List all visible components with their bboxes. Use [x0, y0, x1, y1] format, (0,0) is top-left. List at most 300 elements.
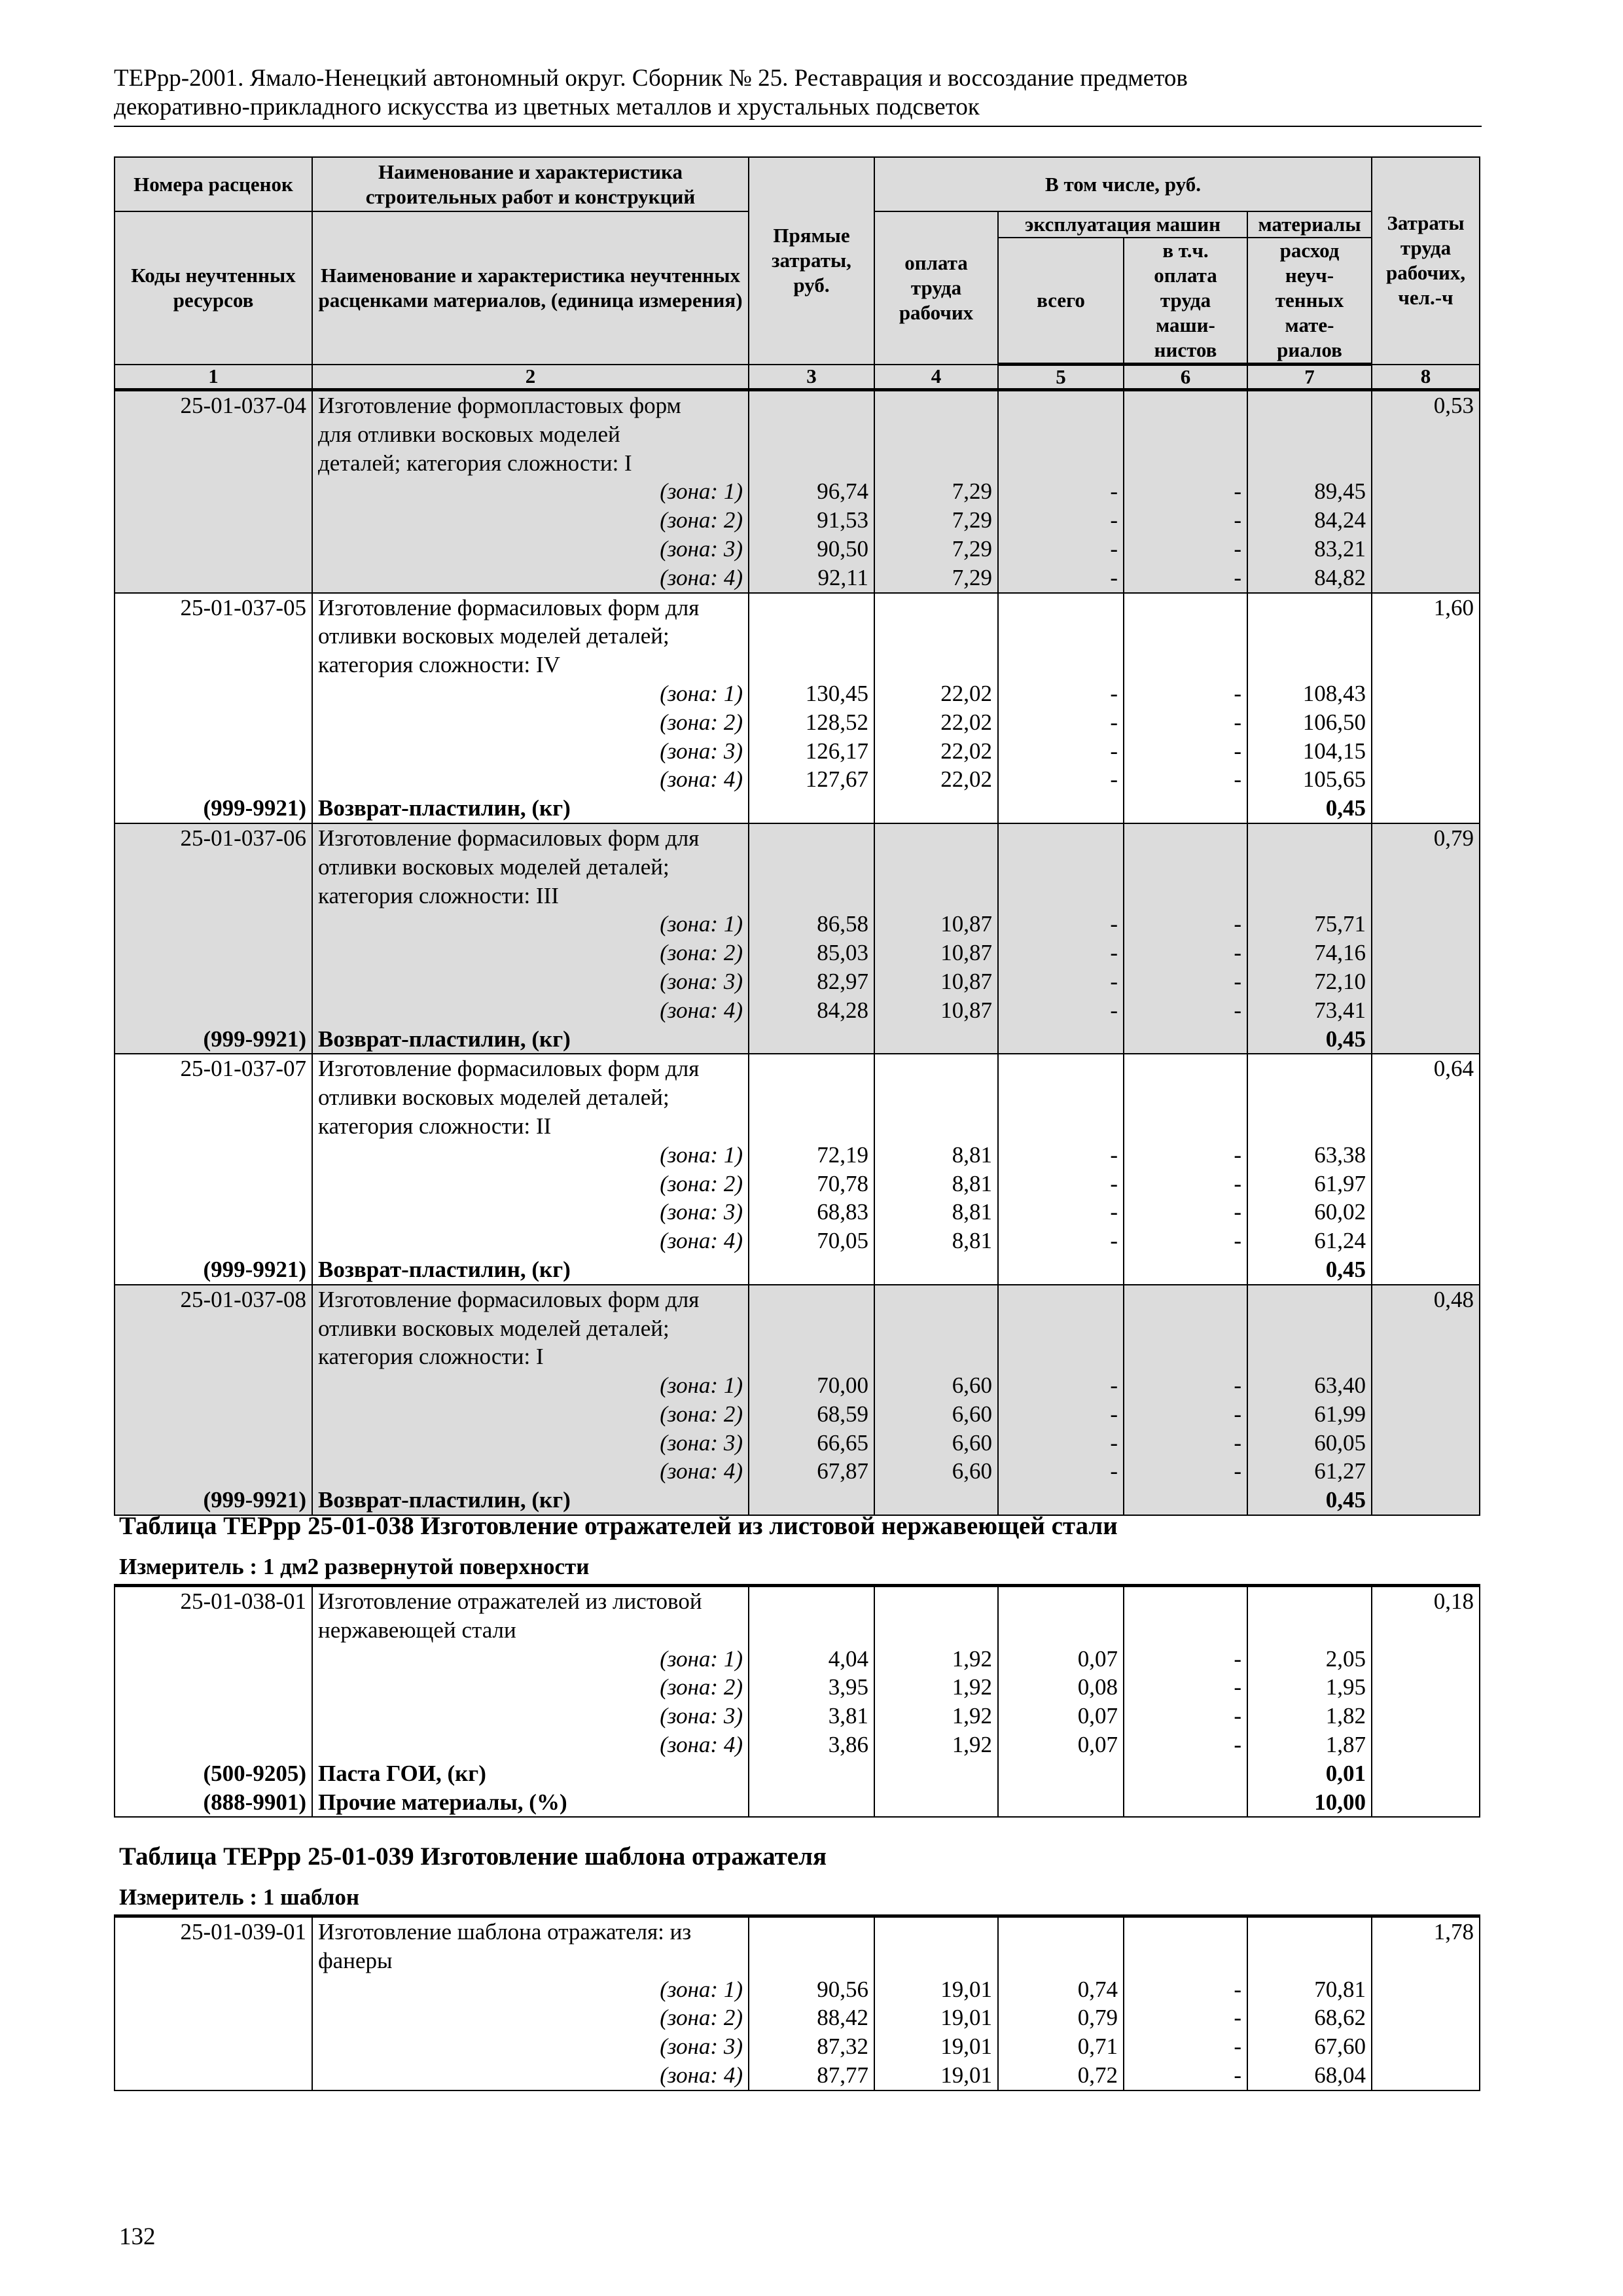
machines-total: - — [998, 939, 1124, 967]
worker-pay: 22,02 — [874, 679, 998, 708]
empty-cell — [998, 1054, 1124, 1083]
empty-cell — [749, 420, 874, 449]
empty-cell — [115, 477, 312, 506]
rate-description-row — [115, 1586, 1480, 1616]
empty-cell — [998, 420, 1124, 449]
zone-row — [115, 564, 1480, 593]
materials-cost: 83,21 — [1247, 535, 1372, 564]
empty-cell — [1372, 564, 1480, 593]
rate-code — [115, 882, 312, 910]
empty-cell — [998, 1255, 1124, 1285]
empty-cell — [749, 1759, 874, 1788]
empty-cell — [1372, 939, 1480, 967]
empty-cell — [1372, 1170, 1480, 1198]
empty-cell — [998, 1759, 1124, 1788]
machinist-pay: - — [1124, 1429, 1247, 1458]
zone-row — [115, 1141, 1480, 1170]
zone-row — [115, 1227, 1480, 1255]
machinist-pay: - — [1124, 477, 1247, 506]
empty-cell — [874, 853, 998, 882]
direct-cost: 3,81 — [749, 1702, 874, 1731]
rate-code — [115, 1112, 312, 1141]
resource-row — [115, 1788, 1480, 1818]
machines-total: - — [998, 1198, 1124, 1227]
rate-code — [115, 1314, 312, 1343]
empty-cell — [1372, 2032, 1480, 2061]
worker-pay: 22,02 — [874, 708, 998, 737]
resource-code: (500-9205) — [115, 1759, 312, 1788]
direct-cost: 67,87 — [749, 1457, 874, 1486]
empty-cell — [998, 1586, 1124, 1616]
zone-label: (зона: 1) — [312, 1141, 749, 1170]
worker-pay: 19,01 — [874, 2003, 998, 2032]
empty-cell — [998, 853, 1124, 882]
col-number-5: 5 — [998, 365, 1124, 390]
resource-code: (999-9921) — [115, 1486, 312, 1515]
empty-cell — [1124, 1314, 1247, 1343]
worker-pay: 22,02 — [874, 737, 998, 766]
zone-label: (зона: 2) — [312, 1673, 749, 1702]
machinist-pay: - — [1124, 1141, 1247, 1170]
empty-cell — [1247, 853, 1372, 882]
empty-cell — [115, 1645, 312, 1674]
rate-description-row — [115, 622, 1480, 651]
resource-row — [115, 794, 1480, 823]
empty-cell — [115, 708, 312, 737]
materials-cost: 67,60 — [1247, 2032, 1372, 2061]
zone-row — [115, 1457, 1480, 1486]
empty-cell — [115, 1975, 312, 2004]
empty-cell — [1372, 1486, 1480, 1515]
empty-cell — [1372, 996, 1480, 1025]
running-header-line-2: декоративно-прикладного искусства из цветных металлов и хрустальных подсветок — [114, 94, 980, 120]
empty-cell — [749, 853, 874, 882]
empty-cell — [1372, 2003, 1480, 2032]
empty-cell — [749, 651, 874, 679]
empty-cell — [874, 420, 998, 449]
empty-cell — [874, 1486, 998, 1515]
empty-cell — [998, 1285, 1124, 1314]
zone-row — [115, 506, 1480, 535]
direct-cost: 70,05 — [749, 1227, 874, 1255]
empty-cell — [1124, 390, 1247, 420]
resource-code: (999-9921) — [115, 794, 312, 823]
empty-cell — [1372, 1141, 1480, 1170]
empty-cell — [998, 1946, 1124, 1975]
labor-cost: 1,78 — [1372, 1916, 1480, 1946]
empty-cell — [874, 1916, 998, 1946]
header-resource-codes: Коды неучтенных ресурсов — [115, 211, 312, 365]
materials-cost: 60,05 — [1247, 1429, 1372, 1458]
direct-cost: 68,59 — [749, 1400, 874, 1429]
zone-row — [115, 967, 1480, 996]
materials-cost: 89,45 — [1247, 477, 1372, 506]
empty-cell — [115, 2032, 312, 2061]
machines-total: - — [998, 1371, 1124, 1400]
resource-name: Паста ГОИ, (кг) — [312, 1759, 749, 1788]
rate-description-row — [115, 823, 1480, 853]
empty-cell — [1124, 823, 1247, 853]
empty-cell — [998, 1916, 1124, 1946]
rate-description-row — [115, 390, 1480, 420]
zone-row — [115, 1170, 1480, 1198]
empty-cell — [749, 1486, 874, 1515]
labor-cost — [1372, 1342, 1480, 1371]
rate-code — [115, 420, 312, 449]
direct-cost: 91,53 — [749, 506, 874, 535]
labor-cost — [1372, 449, 1480, 478]
empty-cell — [1372, 1400, 1480, 1429]
labor-cost — [1372, 420, 1480, 449]
zone-label: (зона: 2) — [312, 1400, 749, 1429]
rate-code: 25-01-037-07 — [115, 1054, 312, 1083]
direct-cost: 84,28 — [749, 996, 874, 1025]
empty-cell — [1247, 1616, 1372, 1645]
empty-cell — [1372, 1731, 1480, 1759]
empty-cell — [1124, 1916, 1247, 1946]
empty-cell — [874, 1255, 998, 1285]
resource-quantity: 0,45 — [1247, 1486, 1372, 1515]
machinist-pay: - — [1124, 1975, 1247, 2004]
worker-pay: 6,60 — [874, 1400, 998, 1429]
materials-cost: 105,65 — [1247, 765, 1372, 794]
resource-quantity: 0,45 — [1247, 794, 1372, 823]
empty-cell — [874, 1788, 998, 1818]
empty-cell — [115, 1429, 312, 1458]
worker-pay: 7,29 — [874, 477, 998, 506]
empty-cell — [115, 1673, 312, 1702]
zone-label: (зона: 4) — [312, 765, 749, 794]
empty-cell — [874, 1112, 998, 1141]
empty-cell — [749, 1616, 874, 1645]
empty-cell — [1247, 1946, 1372, 1975]
empty-cell — [749, 1054, 874, 1083]
machines-total: - — [998, 1170, 1124, 1198]
empty-cell — [1124, 1054, 1247, 1083]
zone-row — [115, 2061, 1480, 2090]
empty-cell — [874, 1314, 998, 1343]
worker-pay: 6,60 — [874, 1429, 998, 1458]
empty-cell — [1124, 593, 1247, 622]
empty-cell — [1247, 593, 1372, 622]
rate-description: отливки восковых моделей деталей; — [312, 1314, 749, 1343]
empty-cell — [115, 1227, 312, 1255]
empty-cell — [1372, 794, 1480, 823]
materials-cost: 72,10 — [1247, 967, 1372, 996]
empty-cell — [1124, 794, 1247, 823]
rate-description-row — [115, 420, 1480, 449]
col-number-8: 8 — [1372, 365, 1480, 390]
labor-cost: 0,53 — [1372, 390, 1480, 420]
rate-description: для отливки восковых моделей — [312, 420, 749, 449]
zone-row — [115, 1400, 1480, 1429]
labor-cost — [1372, 1112, 1480, 1141]
zone-row — [115, 1429, 1480, 1458]
direct-cost: 68,83 — [749, 1198, 874, 1227]
labor-cost — [1372, 853, 1480, 882]
rate-code — [115, 622, 312, 651]
labor-cost: 0,18 — [1372, 1586, 1480, 1616]
materials-cost: 68,04 — [1247, 2061, 1372, 2090]
empty-cell — [1124, 1025, 1247, 1054]
empty-cell — [1247, 1916, 1372, 1946]
machinist-pay: - — [1124, 1702, 1247, 1731]
zone-row — [115, 1702, 1480, 1731]
direct-cost: 72,19 — [749, 1141, 874, 1170]
zone-label: (зона: 3) — [312, 535, 749, 564]
empty-cell — [1372, 1198, 1480, 1227]
empty-cell — [1372, 477, 1480, 506]
worker-pay: 19,01 — [874, 2032, 998, 2061]
empty-cell — [1124, 1083, 1247, 1112]
empty-cell — [115, 765, 312, 794]
resource-quantity: 0,45 — [1247, 1255, 1372, 1285]
direct-cost: 3,95 — [749, 1673, 874, 1702]
materials-cost: 70,81 — [1247, 1975, 1372, 2004]
machines-total: - — [998, 1400, 1124, 1429]
rate-description-row — [115, 1112, 1480, 1141]
rate-description-row — [115, 882, 1480, 910]
machines-total: - — [998, 708, 1124, 737]
empty-cell — [115, 1702, 312, 1731]
machinist-pay: - — [1124, 506, 1247, 535]
empty-cell — [998, 1486, 1124, 1515]
zone-label: (зона: 4) — [312, 996, 749, 1025]
machinist-pay: - — [1124, 1645, 1247, 1674]
empty-cell — [998, 449, 1124, 478]
empty-cell — [1124, 1946, 1247, 1975]
empty-cell — [998, 882, 1124, 910]
empty-cell — [998, 794, 1124, 823]
rate-description: Изготовление формасиловых форм для — [312, 823, 749, 853]
machines-total: - — [998, 564, 1124, 593]
machinist-pay: - — [1124, 996, 1247, 1025]
direct-cost: 90,50 — [749, 535, 874, 564]
zone-row — [115, 2003, 1480, 2032]
direct-cost: 92,11 — [749, 564, 874, 593]
header-machinist-pay: в т.ч. оплата труда маши-нистов — [1124, 238, 1247, 365]
empty-cell — [1124, 420, 1247, 449]
zone-row — [115, 737, 1480, 766]
rate-code: 25-01-037-06 — [115, 823, 312, 853]
empty-cell — [749, 593, 874, 622]
empty-cell — [998, 1025, 1124, 1054]
empty-cell — [115, 1141, 312, 1170]
zone-label: (зона: 3) — [312, 2032, 749, 2061]
zone-label: (зона: 3) — [312, 1702, 749, 1731]
materials-cost: 74,16 — [1247, 939, 1372, 967]
machines-total: - — [998, 765, 1124, 794]
machines-total: - — [998, 1429, 1124, 1458]
rate-description-row — [115, 1946, 1480, 1975]
zone-label: (зона: 4) — [312, 564, 749, 593]
zone-label: (зона: 2) — [312, 1170, 749, 1198]
worker-pay: 7,29 — [874, 535, 998, 564]
resource-row — [115, 1255, 1480, 1285]
empty-cell — [115, 2003, 312, 2032]
empty-cell — [1247, 390, 1372, 420]
materials-cost: 61,97 — [1247, 1170, 1372, 1198]
table-038-meter: Измеритель : 1 дм2 развернутой поверхности — [119, 1554, 590, 1579]
zone-row — [115, 1673, 1480, 1702]
running-header-line-1: ТЕРрр-2001. Ямало-Ненецкий автономный округ. Сборник № 25. Реставрация и воссоздание предметов — [114, 65, 1188, 92]
worker-pay: 1,92 — [874, 1731, 998, 1759]
materials-cost: 84,24 — [1247, 506, 1372, 535]
col-number-3: 3 — [749, 365, 874, 390]
zone-label: (зона: 3) — [312, 1198, 749, 1227]
empty-cell — [1372, 1702, 1480, 1731]
direct-cost: 127,67 — [749, 765, 874, 794]
rate-description: категория сложности: IV — [312, 651, 749, 679]
empty-cell — [1124, 882, 1247, 910]
machines-total: 0,07 — [998, 1731, 1124, 1759]
zone-label: (зона: 1) — [312, 1371, 749, 1400]
direct-cost: 86,58 — [749, 910, 874, 939]
worker-pay: 10,87 — [874, 910, 998, 939]
labor-cost — [1372, 1946, 1480, 1975]
zone-row — [115, 535, 1480, 564]
rate-description-row — [115, 1314, 1480, 1343]
rate-description: отливки восковых моделей деталей; — [312, 853, 749, 882]
materials-cost: 60,02 — [1247, 1198, 1372, 1227]
empty-cell — [749, 1285, 874, 1314]
resource-quantity: 0,45 — [1247, 1025, 1372, 1054]
empty-cell — [1247, 1285, 1372, 1314]
materials-cost: 63,38 — [1247, 1141, 1372, 1170]
materials-cost: 1,82 — [1247, 1702, 1372, 1731]
zone-row — [115, 939, 1480, 967]
empty-cell — [115, 737, 312, 766]
empty-cell — [1372, 1673, 1480, 1702]
worker-pay: 10,87 — [874, 967, 998, 996]
direct-cost: 128,52 — [749, 708, 874, 737]
rate-description-row — [115, 1054, 1480, 1083]
rate-description: Изготовление формасиловых форм для — [312, 1285, 749, 1314]
machinist-pay: - — [1124, 1400, 1247, 1429]
header-machine-operation: эксплуатация машин — [998, 211, 1247, 238]
empty-cell — [1372, 1645, 1480, 1674]
zone-label: (зона: 2) — [312, 708, 749, 737]
materials-cost: 73,41 — [1247, 996, 1372, 1025]
resource-name: Возврат-пластилин, (кг) — [312, 794, 749, 823]
worker-pay: 1,92 — [874, 1645, 998, 1674]
machines-total: - — [998, 679, 1124, 708]
empty-cell — [998, 390, 1124, 420]
zone-label: (зона: 3) — [312, 1429, 749, 1458]
empty-cell — [1124, 1285, 1247, 1314]
empty-cell — [749, 390, 874, 420]
worker-pay: 8,81 — [874, 1141, 998, 1170]
rate-code: 25-01-037-05 — [115, 593, 312, 622]
empty-cell — [1124, 449, 1247, 478]
direct-cost: 66,65 — [749, 1429, 874, 1458]
header-including: В том числе, руб. — [874, 157, 1372, 211]
machinist-pay: - — [1124, 2003, 1247, 2032]
worker-pay: 7,29 — [874, 564, 998, 593]
empty-cell — [749, 1314, 874, 1343]
zone-row — [115, 679, 1480, 708]
empty-cell — [115, 564, 312, 593]
empty-cell — [998, 622, 1124, 651]
materials-cost: 61,99 — [1247, 1400, 1372, 1429]
materials-cost: 1,87 — [1247, 1731, 1372, 1759]
header-worker-pay: оплата труда рабочих — [874, 211, 998, 365]
rate-description: Изготовление формасиловых форм для — [312, 1054, 749, 1083]
materials-cost: 104,15 — [1247, 737, 1372, 766]
empty-cell — [998, 823, 1124, 853]
rate-description: Изготовление отражателей из листовой — [312, 1586, 749, 1616]
header-rule — [114, 126, 1482, 127]
rate-description: Изготовление формопластовых форм — [312, 390, 749, 420]
rate-description: Изготовление шаблона отражателя: из — [312, 1916, 749, 1946]
empty-cell — [1124, 853, 1247, 882]
labor-cost: 1,60 — [1372, 593, 1480, 622]
empty-cell — [1124, 1759, 1247, 1788]
empty-cell — [115, 1170, 312, 1198]
machines-total: 0,08 — [998, 1673, 1124, 1702]
empty-cell — [998, 1616, 1124, 1645]
rate-description-row — [115, 651, 1480, 679]
empty-cell — [749, 1946, 874, 1975]
worker-pay: 8,81 — [874, 1198, 998, 1227]
empty-cell — [874, 390, 998, 420]
machines-total: - — [998, 967, 1124, 996]
header-machines-total: всего — [998, 238, 1124, 365]
machinist-pay: - — [1124, 737, 1247, 766]
empty-cell — [115, 2061, 312, 2090]
rate-description-row — [115, 1916, 1480, 1946]
worker-pay: 10,87 — [874, 996, 998, 1025]
rate-description-row — [115, 1083, 1480, 1112]
resource-row — [115, 1759, 1480, 1788]
labor-cost — [1372, 1616, 1480, 1645]
empty-cell — [998, 1314, 1124, 1343]
table-039-title: Таблица ТЕРрр 25-01-039 Изготовление шаблона отражателя — [119, 1842, 827, 1871]
labor-cost — [1372, 1314, 1480, 1343]
rate-code — [115, 1946, 312, 1975]
empty-cell — [1372, 967, 1480, 996]
empty-cell — [1372, 737, 1480, 766]
empty-cell — [115, 1198, 312, 1227]
machinist-pay: - — [1124, 1198, 1247, 1227]
empty-cell — [115, 1731, 312, 1759]
machinist-pay: - — [1124, 708, 1247, 737]
zone-row — [115, 996, 1480, 1025]
header-rate-numbers: Номера расценок — [115, 157, 312, 211]
empty-cell — [749, 1342, 874, 1371]
zone-row — [115, 910, 1480, 939]
machines-total: 0,79 — [998, 2003, 1124, 2032]
direct-cost: 87,77 — [749, 2061, 874, 2090]
labor-cost: 0,79 — [1372, 823, 1480, 853]
empty-cell — [1247, 882, 1372, 910]
col-number-4: 4 — [874, 365, 998, 390]
materials-cost: 61,27 — [1247, 1457, 1372, 1486]
empty-cell — [1124, 1788, 1247, 1818]
zone-label: (зона: 1) — [312, 1645, 749, 1674]
empty-cell — [1247, 1112, 1372, 1141]
empty-cell — [874, 1054, 998, 1083]
col-number-2: 2 — [312, 365, 749, 390]
materials-cost: 106,50 — [1247, 708, 1372, 737]
zone-row — [115, 2032, 1480, 2061]
header-unaccounted-materials: расход неуч-тенных мате-риалов — [1247, 238, 1372, 365]
empty-cell — [1124, 1616, 1247, 1645]
machinist-pay: - — [1124, 564, 1247, 593]
resource-name: Возврат-пластилин, (кг) — [312, 1486, 749, 1515]
empty-cell — [874, 593, 998, 622]
machines-total: 0,72 — [998, 2061, 1124, 2090]
